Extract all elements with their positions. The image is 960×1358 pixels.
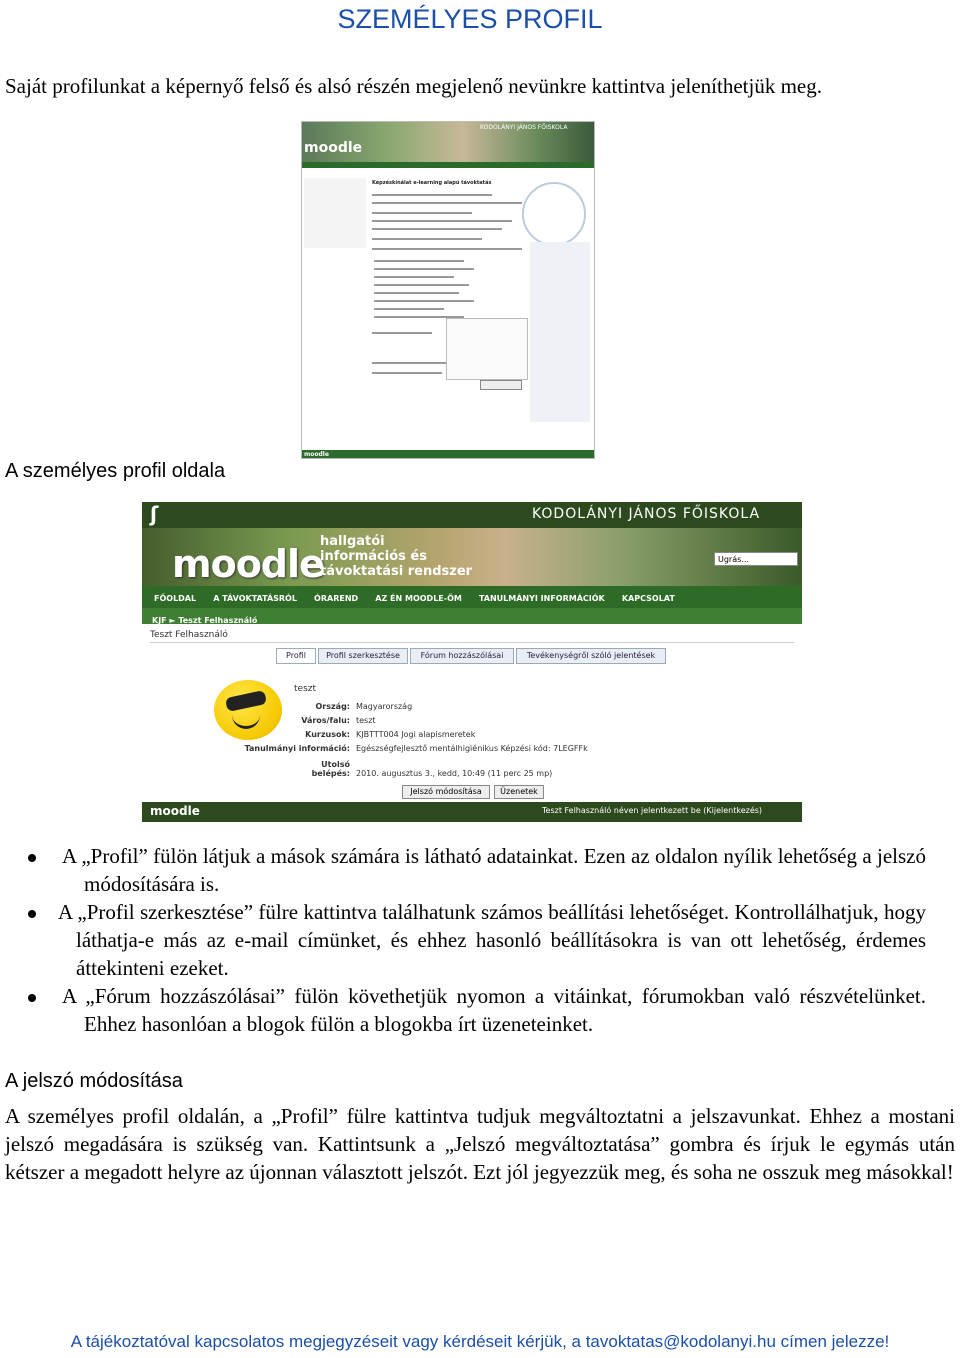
list-item-text: A „Profil szerkesztése” fülre kattintva találhatunk számos beállítási lehetőséget. Kontrollálhatjuk, hogy láthatja-e más az e-mail címünket, és ehhez hasonló beállításokra is van ott lehetőség, érdemes áttekinteni ezeket. bbox=[58, 900, 926, 980]
messages-button[interactable]: Üzenetek bbox=[494, 785, 544, 799]
system-subtitle bbox=[320, 534, 472, 579]
list-item-text: A „Profil” fülön látjuk a mások számára is látható adatainkat. Ezen az oldalon nyílik lehetőség a jelszó módosítására is. bbox=[62, 844, 926, 896]
footer-moodle-logo: moodle bbox=[150, 804, 200, 818]
jump-select[interactable]: Ugrás... bbox=[714, 552, 798, 566]
field-value: 2010. augusztus 3., kedd, 10:49 (11 perc 25 mp) bbox=[356, 769, 553, 778]
nav-item-distance[interactable]: A TÁVOKTATÁSRÓL bbox=[213, 594, 297, 603]
nav-item-home[interactable]: FŐOLDAL bbox=[154, 594, 197, 603]
tab-activity-reports[interactable]: Tevékenységről szóló jelentések bbox=[516, 648, 666, 664]
avatar bbox=[214, 680, 282, 740]
moodle-footer bbox=[142, 802, 802, 822]
subtitle-line: információs és bbox=[320, 549, 427, 564]
intro-paragraph: Saját profilunkat a képernyő felső és alsó részén megjelenő nevünkre kattintva jeleníthetjük meg. bbox=[5, 74, 822, 98]
profile-screenshot bbox=[142, 502, 802, 822]
college-seal bbox=[522, 182, 586, 246]
field-study-info bbox=[242, 744, 588, 753]
field-city bbox=[294, 716, 376, 725]
user-fullname: Teszt Felhasználó bbox=[150, 630, 228, 640]
list-item-text: A „Fórum hozzászólásai” fülön követhetjük nyomon a vitáinkat, fórumokban való részvételünket. Ehhez hasonlóan a blogok fülön a blogokba írt üzeneteinket. bbox=[62, 984, 926, 1036]
footer-moodle-logo: moodle bbox=[304, 451, 329, 458]
smile-icon bbox=[232, 714, 260, 729]
breadcrumb-text[interactable]: KJF ► Teszt Felhasználó bbox=[152, 616, 258, 625]
front-page-screenshot bbox=[301, 121, 595, 459]
breadcrumb bbox=[142, 608, 802, 624]
moodle-logo: moodle bbox=[172, 542, 324, 586]
nav-item-my-moodle[interactable]: AZ ÉN MOODLE-ÖM bbox=[375, 594, 462, 603]
right-column bbox=[530, 242, 590, 422]
sunglasses-icon bbox=[225, 690, 267, 712]
info-box bbox=[446, 318, 528, 380]
field-label: Kurzusok: bbox=[305, 730, 350, 739]
list-item bbox=[40, 982, 926, 1038]
field-label: Utolsó belépés: bbox=[311, 760, 350, 778]
school-header: KODOLÁNYI JÁNOS FŐISKOLA bbox=[480, 124, 568, 131]
field-value: Egészségfejlesztő mentálhigiénikus Képzési kód: 7LEGFFk bbox=[356, 744, 588, 753]
tab-forum-posts[interactable]: Fórum hozzászólásai bbox=[410, 648, 514, 664]
field-value[interactable]: KJBTTT004 Jogi alapismeretek bbox=[356, 730, 476, 739]
field-courses bbox=[294, 730, 475, 739]
field-country bbox=[294, 702, 412, 711]
profile-username: teszt bbox=[294, 684, 317, 694]
list-item bbox=[40, 842, 926, 898]
list-item bbox=[40, 898, 926, 982]
nav-item-timetable[interactable]: ÓRAREND bbox=[314, 594, 359, 603]
profile-page-caption: A személyes profil oldala bbox=[5, 460, 226, 482]
subtitle-line: távoktatási rendszer bbox=[320, 564, 473, 579]
password-paragraph: A személyes profil oldalán, a „Profil” fülre kattintva tudjuk megváltoztatni a jelszavunkat. Ehhez a mostani jelszó megadására is szükség van. Kattintsunk a „Jelszó megváltoztatása” gombra és írjuk le egymás után kétszer a megadott helyre az újonnan választott jelszót. Ezt jól jegyezzük meg, és soha ne osszuk meg másokkal! bbox=[5, 1104, 955, 1184]
bullet-icon bbox=[28, 910, 36, 918]
subtitle-line: hallgatói bbox=[320, 534, 385, 549]
search-button[interactable] bbox=[480, 380, 522, 390]
tab-profile[interactable]: Profil bbox=[276, 648, 316, 664]
page-footer: A tájékoztatóval kapcsolatos megjegyzéseit vagy kérdéseit kérjük, a tavoktatas@kodolanyi.hu címen jelezze! bbox=[70, 1332, 890, 1351]
school-name: KODOLÁNYI JÁNOS FŐISKOLA bbox=[532, 506, 761, 522]
main-nav bbox=[142, 586, 802, 608]
moodle-logo: moodle bbox=[304, 140, 363, 156]
bullet-icon bbox=[28, 854, 36, 862]
screenshot-nav bbox=[302, 162, 594, 168]
profile-tabs-list bbox=[40, 842, 926, 1038]
field-label: Tanulmányi információ: bbox=[244, 744, 350, 753]
logged-in-text[interactable]: Teszt Felhasználó néven jelentkezett be (Kijelentkezés) bbox=[542, 806, 763, 815]
change-password-button[interactable]: Jelszó módosítása bbox=[402, 785, 490, 799]
field-value: Magyarország bbox=[356, 702, 413, 711]
tab-edit-profile[interactable]: Profil szerkesztése bbox=[318, 648, 408, 664]
nav-item-contact[interactable]: KAPCSOLAT bbox=[621, 594, 675, 603]
left-column bbox=[304, 178, 366, 248]
screenshot-heading: Képzéskínálat e-learning alapú távoktatás bbox=[372, 180, 492, 186]
college-logo-icon: ʃ bbox=[150, 502, 159, 526]
field-label: Ország: bbox=[315, 702, 350, 711]
screenshot-footer bbox=[302, 450, 594, 458]
field-value: teszt bbox=[356, 716, 376, 725]
bullet-icon bbox=[28, 994, 36, 1002]
field-last-login bbox=[294, 760, 552, 778]
page-title: SZEMÉLYES PROFIL bbox=[337, 4, 603, 34]
nav-item-study-info[interactable]: TANULMÁNYI INFORMÁCIÓK bbox=[478, 594, 605, 603]
field-label: Város/falu: bbox=[301, 716, 350, 725]
section-heading: A jelszó módosítása bbox=[5, 1070, 183, 1092]
